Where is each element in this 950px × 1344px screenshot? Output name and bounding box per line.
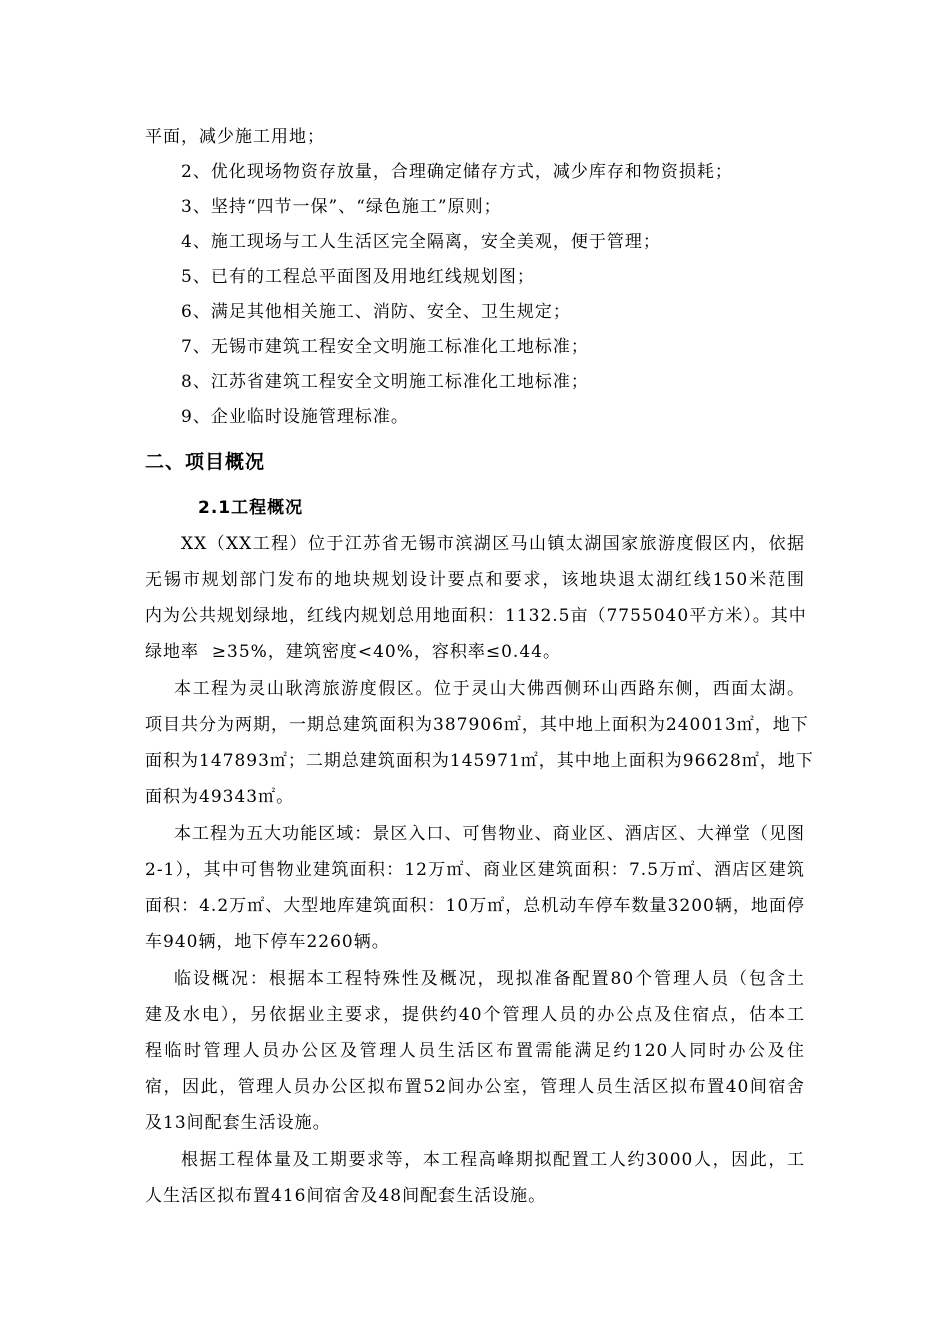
paragraph-line: 无锡市规划部门发布的地块规划设计要点和要求，该地块退太湖红线150米范围 <box>145 570 805 590</box>
subsection-heading: 2.1工程概况 <box>198 498 304 518</box>
paragraph-line: 宿，因此，管理人员办公区拟布置52间办公室，管理人员生活区拟布置40间宿舍 <box>145 1077 805 1097</box>
list-item: 7、无锡市建筑工程安全文明施工标准化工地标准； <box>181 337 589 357</box>
paragraph-line: 2-1），其中可售物业建筑面积：12万㎡、商业区建筑面积：7.5万㎡、酒店区建筑 <box>145 860 805 880</box>
list-item: 5、已有的工程总平面图及用地红线规划图； <box>181 267 535 287</box>
list-item: 3、坚持“四节一保”、“绿色施工”原则； <box>181 197 502 217</box>
list-continuation: 平面，减少施工用地； <box>145 127 325 147</box>
paragraph-line: 面积为49343㎡。 <box>145 787 295 807</box>
paragraph-line: 临设概况：根据本工程特殊性及概况，现拟准备配置80个管理人员（包含土 <box>174 969 805 989</box>
section-heading: 二、项目概况 <box>145 451 266 473</box>
paragraph-line: 本工程为五大功能区域：景区入口、可售物业、商业区、酒店区、大禅堂（见图 <box>174 824 805 844</box>
paragraph-line: 人生活区拟布置416间宿舍及48间配套生活设施。 <box>145 1186 547 1206</box>
paragraph-line: 面积：4.2万㎡、大型地库建筑面积：10万㎡，总机动车停车数量3200辆，地面停 <box>145 896 805 916</box>
paragraph-line: XX（XX工程）位于江苏省无锡市滨湖区马山镇太湖国家旅游度假区内，依据 <box>181 534 805 554</box>
paragraph-line: 面积为147893㎡；二期总建筑面积为145971㎡，其中地上面积为96628㎡，地下 <box>145 751 814 771</box>
list-item: 2、优化现场物资存放量，合理确定储存方式，减少库存和物资损耗； <box>181 162 733 182</box>
paragraph-line: 根据工程体量及工期要求等，本工程高峰期拟配置工人约3000人，因此，工 <box>181 1150 805 1170</box>
list-item: 8、江苏省建筑工程安全文明施工标准化工地标准； <box>181 372 589 392</box>
paragraph-line: 及13间配套生活设施。 <box>145 1113 331 1133</box>
paragraph-line: 绿地率 ≥35%，建筑密度<40%，容积率≤0.44。 <box>145 642 561 662</box>
paragraph-line: 项目共分为两期，一期总建筑面积为387906㎡，其中地上面积为240013㎡，地下 <box>145 715 809 735</box>
paragraph-line: 车940辆，地下停车2260辆。 <box>145 932 390 952</box>
list-item: 4、施工现场与工人生活区完全隔离，安全美观，便于管理； <box>181 232 661 252</box>
list-item: 6、满足其他相关施工、消防、安全、卫生规定； <box>181 302 571 322</box>
paragraph-line: 本工程为灵山耿湾旅游度假区。位于灵山大佛西侧环山西路东侧，西面太湖。 <box>174 679 805 699</box>
paragraph-line: 内为公共规划绿地，红线内规划总用地面积：1132.5亩（7755040平方米）。其中 <box>145 606 807 626</box>
list-item: 9、企业临时设施管理标准。 <box>181 407 409 427</box>
paragraph-line: 程临时管理人员办公区及管理人员生活区布置需能满足约120人同时办公及住 <box>145 1041 805 1061</box>
paragraph-line: 建及水电），另依据业主要求，提供约40个管理人员的办公点及住宿点，估本工 <box>145 1005 805 1025</box>
